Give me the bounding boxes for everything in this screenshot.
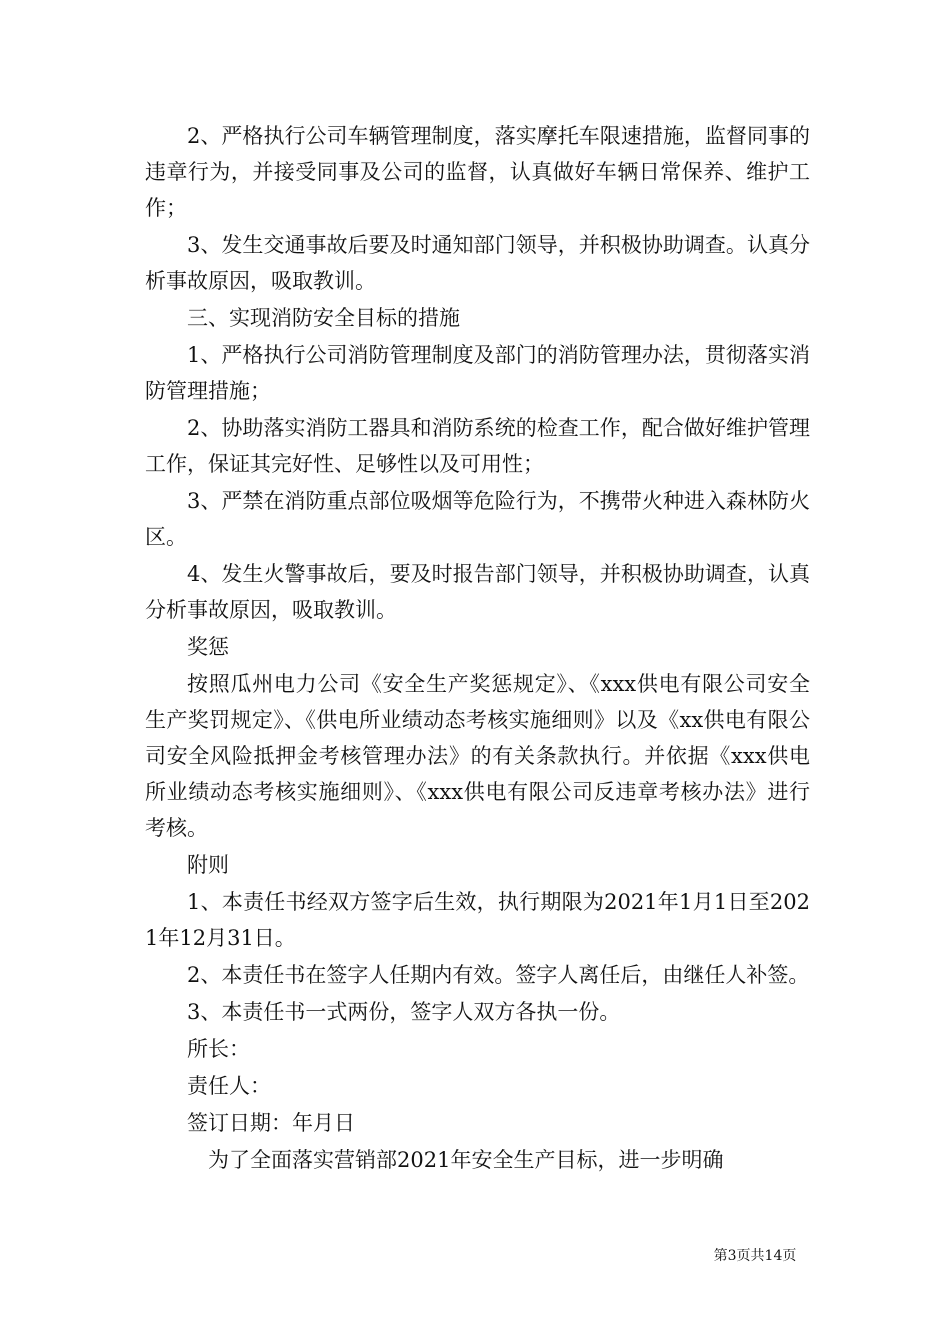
signature-responsible-person: 责任人： — [187, 1074, 271, 1098]
signature-director: 所长： — [187, 1037, 250, 1061]
paragraph-fire-management-system: 1、严格执行公司消防管理制度及部门的消防管理办法，贯彻落实消防管理措施； — [145, 343, 810, 403]
heading-rewards-penalties: 奖惩 — [187, 635, 229, 659]
page-number-footer: 第3页共14页 — [713, 1248, 797, 1264]
paragraph-fire-equipment-inspection: 2、协助落实消防工器具和消防系统的检查工作，配合做好维护管理工作，保证其完好性、足够性以及可用性； — [145, 416, 810, 476]
paragraph-marketing-intro: 为了全面落实营销部2021年安全生产目标，进一步明确 — [208, 1148, 724, 1172]
signature-date: 签订日期：年月日 — [187, 1111, 355, 1135]
paragraph-smoking-prohibition: 3、严禁在消防重点部位吸烟等危险行为，不携带火种进入森林防火区。 — [145, 489, 810, 549]
paragraph-copies: 3、本责任书一式两份，签字人双方各执一份。 — [187, 1000, 621, 1024]
paragraph-term-validity: 2、本责任书在签字人任期内有效。签字人离任后，由继任人补签。 — [187, 963, 810, 987]
heading-fire-safety-measures: 三、实现消防安全目标的措施 — [187, 306, 460, 330]
paragraph-traffic-accident: 3、发生交通事故后要及时通知部门领导，并积极协助调查。认真分析事故原因，吸取教训。 — [145, 233, 810, 293]
paragraph-effective-period: 1、本责任书经双方签字后生效，执行期限为2021年1月1日至2021年12月31日。 — [145, 890, 810, 950]
heading-supplementary-provisions: 附则 — [187, 853, 229, 877]
paragraph-rewards-rules: 按照瓜州电力公司《安全生产奖惩规定》、《xxx供电有限公司安全生产奖罚规定》、《供电所业绩动态考核实施细则》以及《xx供电有限公司安全风险抵押金考核管理办法》的有关条款执行。并依据《xxx供电所业绩动态考核实施细则》、《xxx供电有限公司反违章考核办法》进行考核。 — [145, 672, 810, 840]
paragraph-vehicle-management: 2、严格执行公司车辆管理制度，落实摩托车限速措施，监督同事的违章行为，并接受同事及公司的监督，认真做好车辆日常保养、维护工作； — [145, 124, 810, 220]
document-body — [145, 118, 810, 1179]
paragraph-fire-accident: 4、发生火警事故后，要及时报告部门领导，并积极协助调查，认真分析事故原因，吸取教训。 — [145, 562, 810, 622]
